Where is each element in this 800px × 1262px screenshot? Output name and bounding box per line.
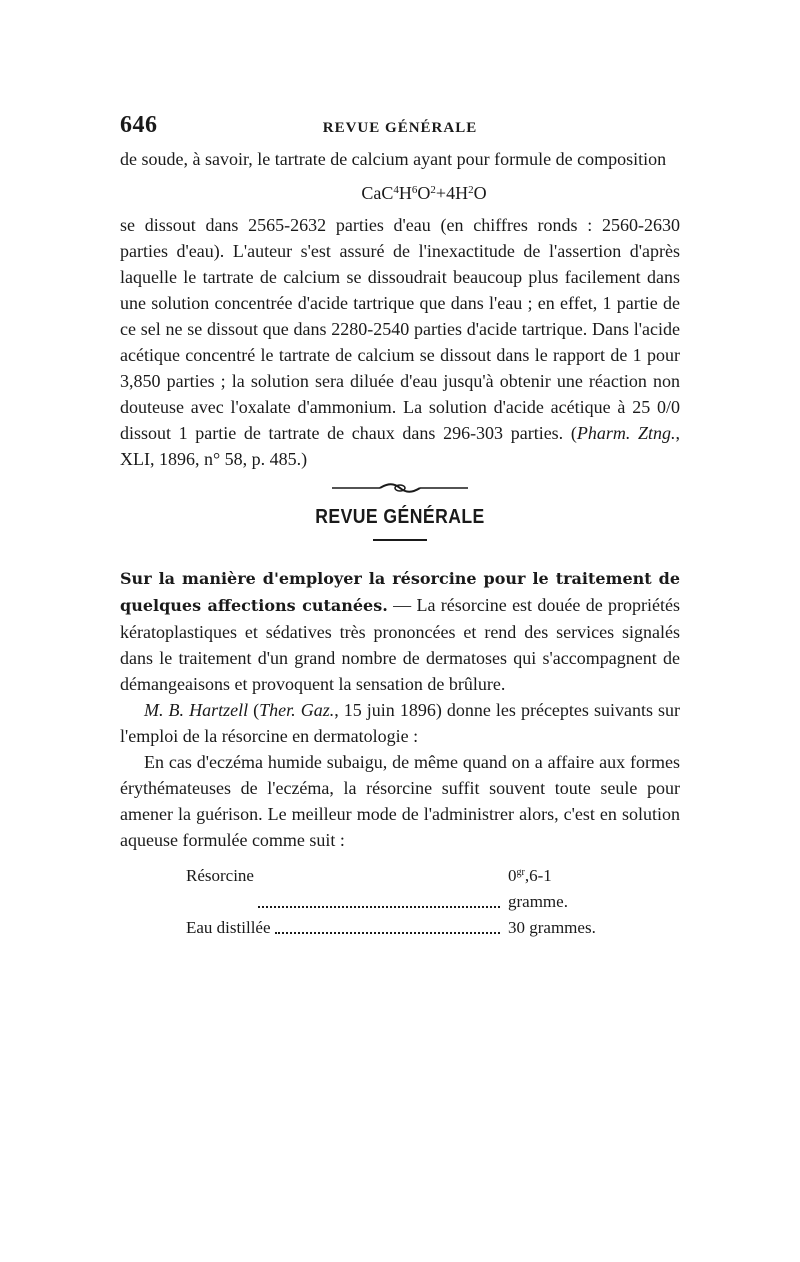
prescription-row — [186, 915, 614, 941]
prescription-row — [186, 863, 614, 915]
prescription-list — [186, 863, 614, 941]
formula-superscript: 2 — [468, 184, 474, 196]
formula-superscript: 4 — [393, 184, 399, 196]
citation-paren: ( — [248, 700, 260, 720]
section-title: REVUE GÉNÉRALE — [315, 506, 485, 528]
formula-part: CaC — [361, 183, 394, 203]
formula-superscript: 6 — [411, 184, 418, 196]
citation-journal: Pharm. Ztng. — [576, 423, 676, 443]
running-head-title: REVUE GÉNÉRALE — [322, 120, 478, 136]
section-rule — [373, 539, 427, 541]
citation-journal: Ther. Gaz. — [259, 700, 335, 720]
citation-paren: ( — [570, 423, 577, 443]
ingredient-name: Résorcine — [186, 866, 254, 885]
ingredient-quantity — [508, 863, 614, 915]
chemical-formula — [168, 180, 680, 206]
paragraph-tartrate-start: de soude, à savoir, le tartrate de calcium ayant pour formule de composition — [120, 149, 667, 169]
quantity-unit: gr — [516, 867, 525, 878]
quantity-text: ,6-1 gramme. — [508, 866, 568, 911]
citation-details: , XLI, 1896, n° 58, p. 485.) — [120, 423, 681, 469]
article-lead-title: Sur la manière d'employer la résorcine pour le traitement de quelques affections cutanées. — [120, 569, 680, 615]
paragraph-text: , 15 juin 1896) donne les préceptes suivants sur l'emploi de la résorcine en dermatologie : — [120, 700, 681, 746]
article-resorcine-intro — [120, 565, 680, 697]
author-name: M. B. Hartzell — [144, 700, 249, 720]
page — [120, 112, 680, 941]
formula-part: O — [473, 183, 487, 203]
formula-superscript: 2 — [430, 184, 436, 196]
article-eczema-paragraph: En cas d'eczéma humide subaigu, de même quand on a affaire aux formes érythémateuses de l'eczéma, la résorcine suffit souvent toute seule pour amener la guérison. Le meilleur mode de l'administrer alors, c'est en solution aqueuse formulée comme suit : — [120, 752, 680, 850]
ingredient-quantity — [508, 915, 614, 941]
article-hartzell-paragraph — [120, 697, 680, 749]
leader-dots — [258, 863, 500, 908]
paragraph-text: se dissout dans 2565-2632 parties d'eau (en chiffres ronds : 2560-2630 parties d'eau). L'auteur s'est assuré de l'inexactitude de l'assertion d'après laquelle le tartrate de calcium se dissoudrait beaucoup plus facilement dans une solution concentrée d'acide tartrique que dans l'eau ; en effet, 1 partie de ce sel ne se dissout que dans 2280-2540 parties d'acide tartrique. Dans l'acide acétique concentré le tartrate de calcium se dissout dans le rapport de 1 pour 3,850 parties ; la solution sera diluée d'eau jusqu'à obtenir une réaction non douteuse avec l'oxalate d'ammonium. La solution d'acide acétique à 25 0/0 dissout 1 partie de tartrate de chaux dans 296-303 parties. — [120, 215, 680, 443]
quantity-text: 30 grammes. — [508, 918, 596, 937]
formula-part: +4H — [435, 183, 469, 203]
formula-part: O — [417, 183, 431, 203]
running-head — [120, 112, 680, 146]
ingredient-name: Eau distillée — [186, 918, 271, 937]
formula-part: H — [398, 183, 412, 203]
leader-dots — [275, 915, 500, 934]
quantity-text: 0 — [508, 866, 517, 885]
page-number: 646 — [120, 112, 158, 138]
ornamental-divider-icon — [330, 480, 470, 496]
paragraph-tartrate-solubility — [120, 212, 680, 472]
article-lead-text: — La résorcine est douée de propriétés kératoplastiques et sédatives très prononcées et rend des services signalés dans le traitement d'un grand nombre de dermatoses qui s'accompagnent de démangeaisons et provoquent la sensation de brûlure. — [120, 595, 680, 694]
